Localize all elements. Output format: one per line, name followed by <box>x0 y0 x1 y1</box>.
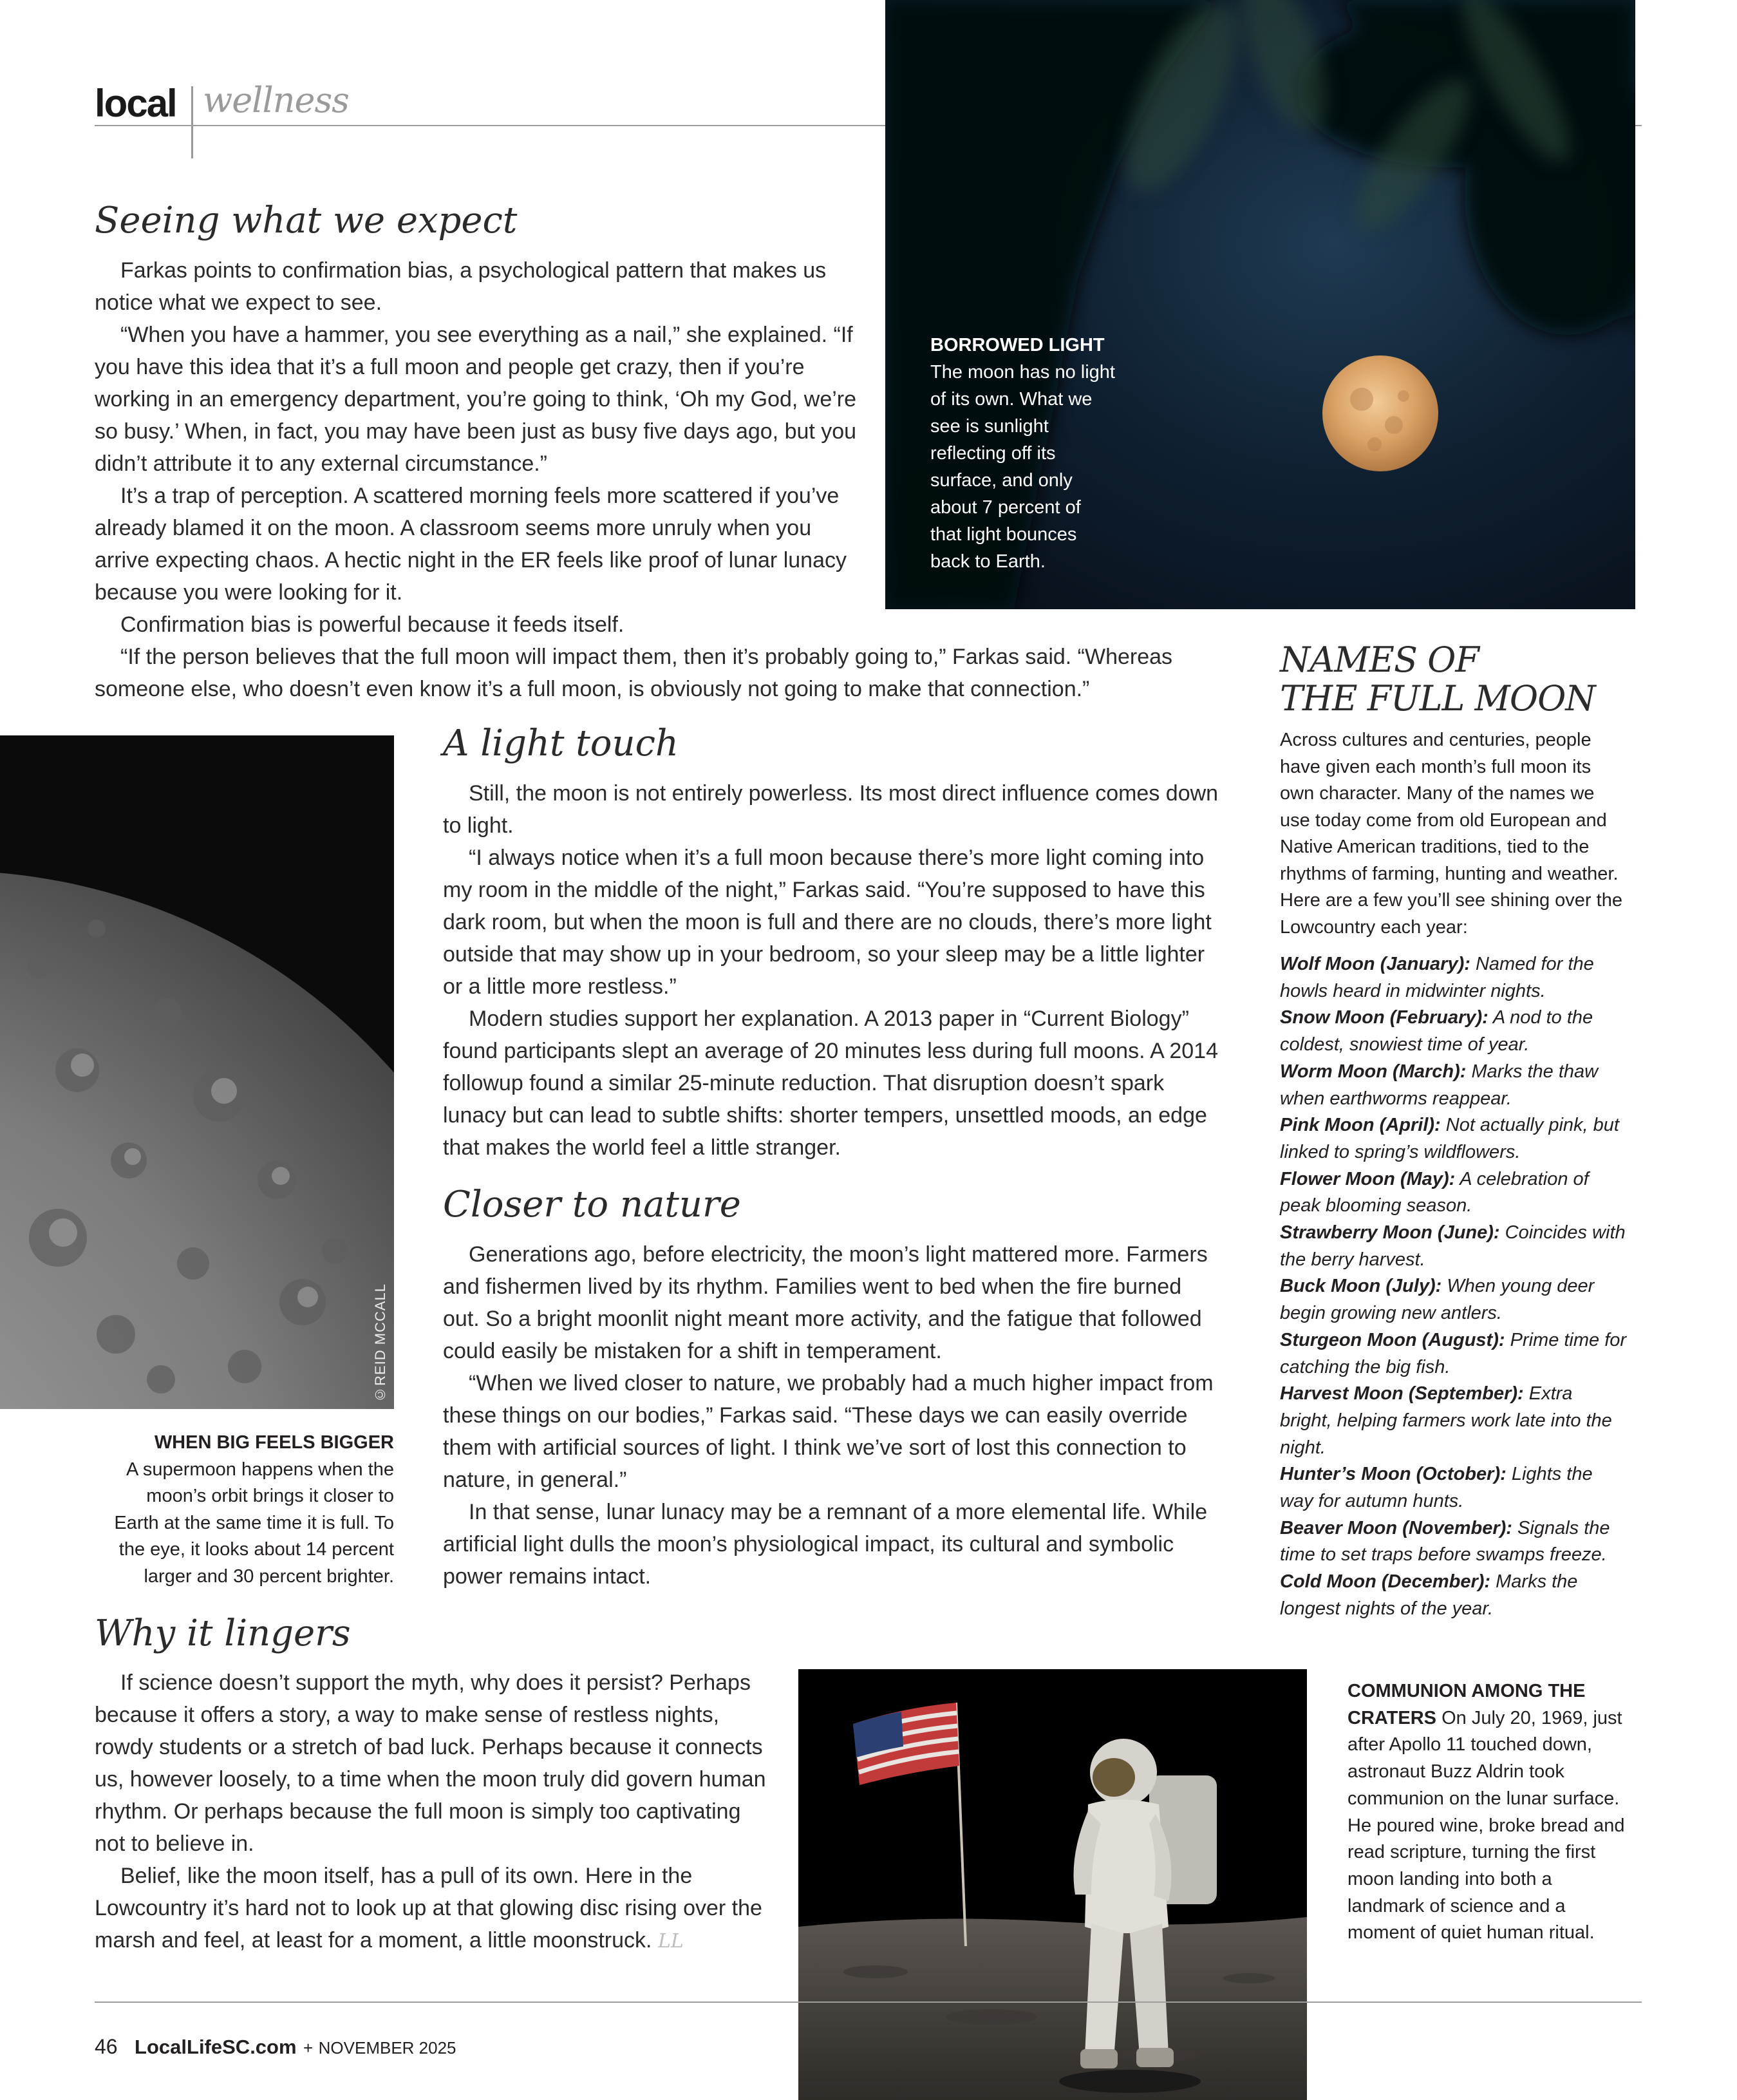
list-item: Harvest Moon (September): Extra bright, helping farmers work late into the night. <box>1280 1383 1612 1458</box>
heading-why-it-lingers: Why it lingers <box>95 1613 351 1654</box>
list-item: Pink Moon (April): Not actually pink, but linked to spring’s wildflowers. <box>1280 1115 1619 1162</box>
caption-borrowed-light <box>930 332 1117 575</box>
moon-surface <box>0 735 394 1409</box>
sidebar-title-line2: THE FULL MOON <box>1280 678 1595 719</box>
paragraph: Farkas points to confirmation bias, a psychological pattern that makes us notice what we expect to see. <box>95 258 827 315</box>
paragraph: Generations ago, before electricity, the moon’s light mattered more. Farmers and fishermen lived by its rhythm. Families went to bed when the fire burned out. So a bright moonlit night meant more activity, and the fatigue that followed could easily be mistaken for a shift in temperament. <box>443 1242 1208 1363</box>
page-number: 46 <box>95 2035 118 2058</box>
list-item: Beaver Moon (November): Signals the time to set traps before swamps freeze. <box>1280 1517 1610 1566</box>
list-item: Cold Moon (December): Marks the longest nights of the year. <box>1280 1571 1578 1619</box>
section1-body <box>95 254 867 641</box>
caption-text: On July 20, 1969, just after Apollo 11 touched down, astronaut Buzz Aldrin took communion on the lunar surface. He poured wine, broke bread and read scripture, turning the first moon landing into both a landmark of science and a moment of quiet human ritual. <box>1347 1707 1625 1944</box>
brand-logo: local <box>95 82 176 125</box>
site-name: LocalLifeSC.com <box>135 2036 297 2058</box>
photo-credit: ©REID MCCALL <box>372 1283 388 1403</box>
paragraph: “When you have a hammer, you see everything as a nail,” she explained. “If you have this idea that it’s a full moon and people get crazy, then if you’re working in an emergency department, you’re going to think, ‘Oh my God, we’re so busy.’ When, in fact, you may have been just as busy five days ago, but you didn’t attribute it to any external circumstance.” <box>95 323 857 476</box>
sidebar-intro: Across cultures and centuries, people have given each month’s full moon its own character. Many of the names we use today come from old European and Native American traditions, tied to the rhythms of farming, hunting and weather. Here are a few you’ll see shining over the Lowcountry each year: <box>1280 730 1622 938</box>
list-item: Flower Moon (May): A celebration of peak blooming season. <box>1280 1168 1589 1216</box>
paragraph: In that sense, lunar lunacy may be a remnant of a more elemental life. While artificial light dulls the moon’s physiological impact, its cultural and symbolic power remains intact. <box>443 1500 1208 1589</box>
caption-title: BORROWED LIGHT <box>930 335 1105 355</box>
list-item: Snow Moon (February): A nod to the coldest, snowiest time of year. <box>1280 1007 1593 1055</box>
end-mark: LL <box>657 1930 684 1953</box>
heading-a-light-touch: A light touch <box>443 723 679 764</box>
sidebar-title-line1: NAMES OF <box>1280 639 1479 680</box>
issue-date: NOVEMBER 2025 <box>318 2038 456 2057</box>
caption-text: A supermoon happens when the moon’s orbit brings it closer to Earth at the same time it is full. To the eye, it looks about 14 percent larger and 30 percent brighter. <box>114 1459 394 1587</box>
caption-big-feels-bigger <box>97 1430 394 1590</box>
section3-body <box>443 1238 1219 1593</box>
caption-communion <box>1347 1678 1628 1947</box>
list-item: Hunter’s Moon (October): Lights the way for autumn hunts. <box>1280 1464 1593 1512</box>
sidebar-full-moon-names <box>1280 641 1628 1623</box>
list-item: Strawberry Moon (June): Coincides with the berry harvest. <box>1280 1222 1626 1270</box>
full-moon-photo <box>885 0 1635 609</box>
moon-disc <box>1322 355 1438 471</box>
list-item: Worm Moon (March): Marks the thaw when earthworms reappear. <box>1280 1061 1599 1109</box>
paragraph: Still, the moon is not entirely powerless. Its most direct influence comes down to light. <box>443 781 1219 838</box>
us-flag <box>853 1703 959 1785</box>
paragraph: It’s a trap of perception. A scattered morning feels more scattered if you’ve already blamed it on the moon. A classroom seems more unruly when you arrive expecting chaos. A hectic night in the ER feels like proof of lunar lunacy because you were looking for it. <box>95 484 847 605</box>
paragraph: “When we lived closer to nature, we probably had a much higher impact from these things on our bodies,” Farkas said. “These days we can easily override them with artificial sources of light. I think we’ve sort of lost this connection to nature, in general.” <box>443 1371 1214 1492</box>
caption-title: WHEN BIG FEELS BIGGER <box>154 1432 394 1453</box>
section-label: wellness <box>203 80 349 120</box>
moon-names-list <box>1280 951 1628 1623</box>
paragraph: “I always notice when it’s a full moon because there’s more light coming into my room in the middle of the night,” Farkas said. “You’re supposed to have this dark room, but when the moon is full and there are no clouds, there’s more light outside that may show up in your bedroom, so your sleep may be a little lighter or a little more restless.” <box>443 846 1212 999</box>
supermoon-photo <box>0 735 394 1409</box>
footer <box>95 2035 456 2059</box>
sidebar-title <box>1280 641 1628 718</box>
list-item: Buck Moon (July): When young deer begin growing new antlers. <box>1280 1276 1595 1324</box>
apollo-photo <box>798 1669 1307 2100</box>
caption-title: COMMUNION AMONG THE CRATERS <box>1347 1681 1586 1728</box>
masthead <box>95 76 887 160</box>
footer-rule <box>95 2001 1642 2003</box>
list-item: Wolf Moon (January): Named for the howls heard in midwinter nights. <box>1280 954 1594 1001</box>
paragraph: Modern studies support her explanation. A 2013 paper in “Current Biology” found participants slept an average of 20 minutes less during full moons. A 2014 followup found a similar 25-minute reduction. That disruption doesn’t spark lunacy but can lead to subtle shifts: shorter tempers, unsettled moods, an edge that makes the world feel a little stranger. <box>443 1007 1218 1160</box>
list-item: Sturgeon Moon (August): Prime time for catching the big fish. <box>1280 1329 1627 1377</box>
heading-closer-to-nature: Closer to nature <box>443 1184 741 1225</box>
heading-seeing-what-we-expect: Seeing what we expect <box>95 200 518 241</box>
section2-body <box>443 777 1219 1164</box>
apollo-scene <box>798 1669 1307 2100</box>
caption-text: The moon has no light of its own. What we see is sunlight reflecting off its surface, and only about 7 percent of that light bounces back to Earth. <box>930 362 1115 572</box>
paragraph: “If the person believes that the full moon will impact them, then it’s probably going to,” Farkas said. “Whereas someone else, who doesn’t even know it’s a full moon, is obviously not going to make that connection.” <box>95 645 1173 701</box>
masthead-divider <box>191 86 193 158</box>
section4-body <box>95 1667 777 1958</box>
paragraph: If science doesn’t support the myth, why does it persist? Perhaps because it offers a story, a way to make sense of restless nights, rowdy students or a stretch of bad luck. Perhaps because it connects us, however loosely, to a time when the moon truly did govern human rhythm. Or perhaps because the full moon is simply too captivating not to believe in. <box>95 1670 766 1856</box>
paragraph: Confirmation bias is powerful because it feeds itself. <box>120 612 624 637</box>
paragraph: Belief, like the moon itself, has a pull of its own. Here in the Lowcountry it’s hard not to look up at that glowing disc rising over the marsh and feel, at least for a moment, a little moonstruck. LL <box>95 1864 762 1953</box>
footer-separator: + <box>303 2038 314 2057</box>
section1-body-wide <box>95 641 1234 705</box>
